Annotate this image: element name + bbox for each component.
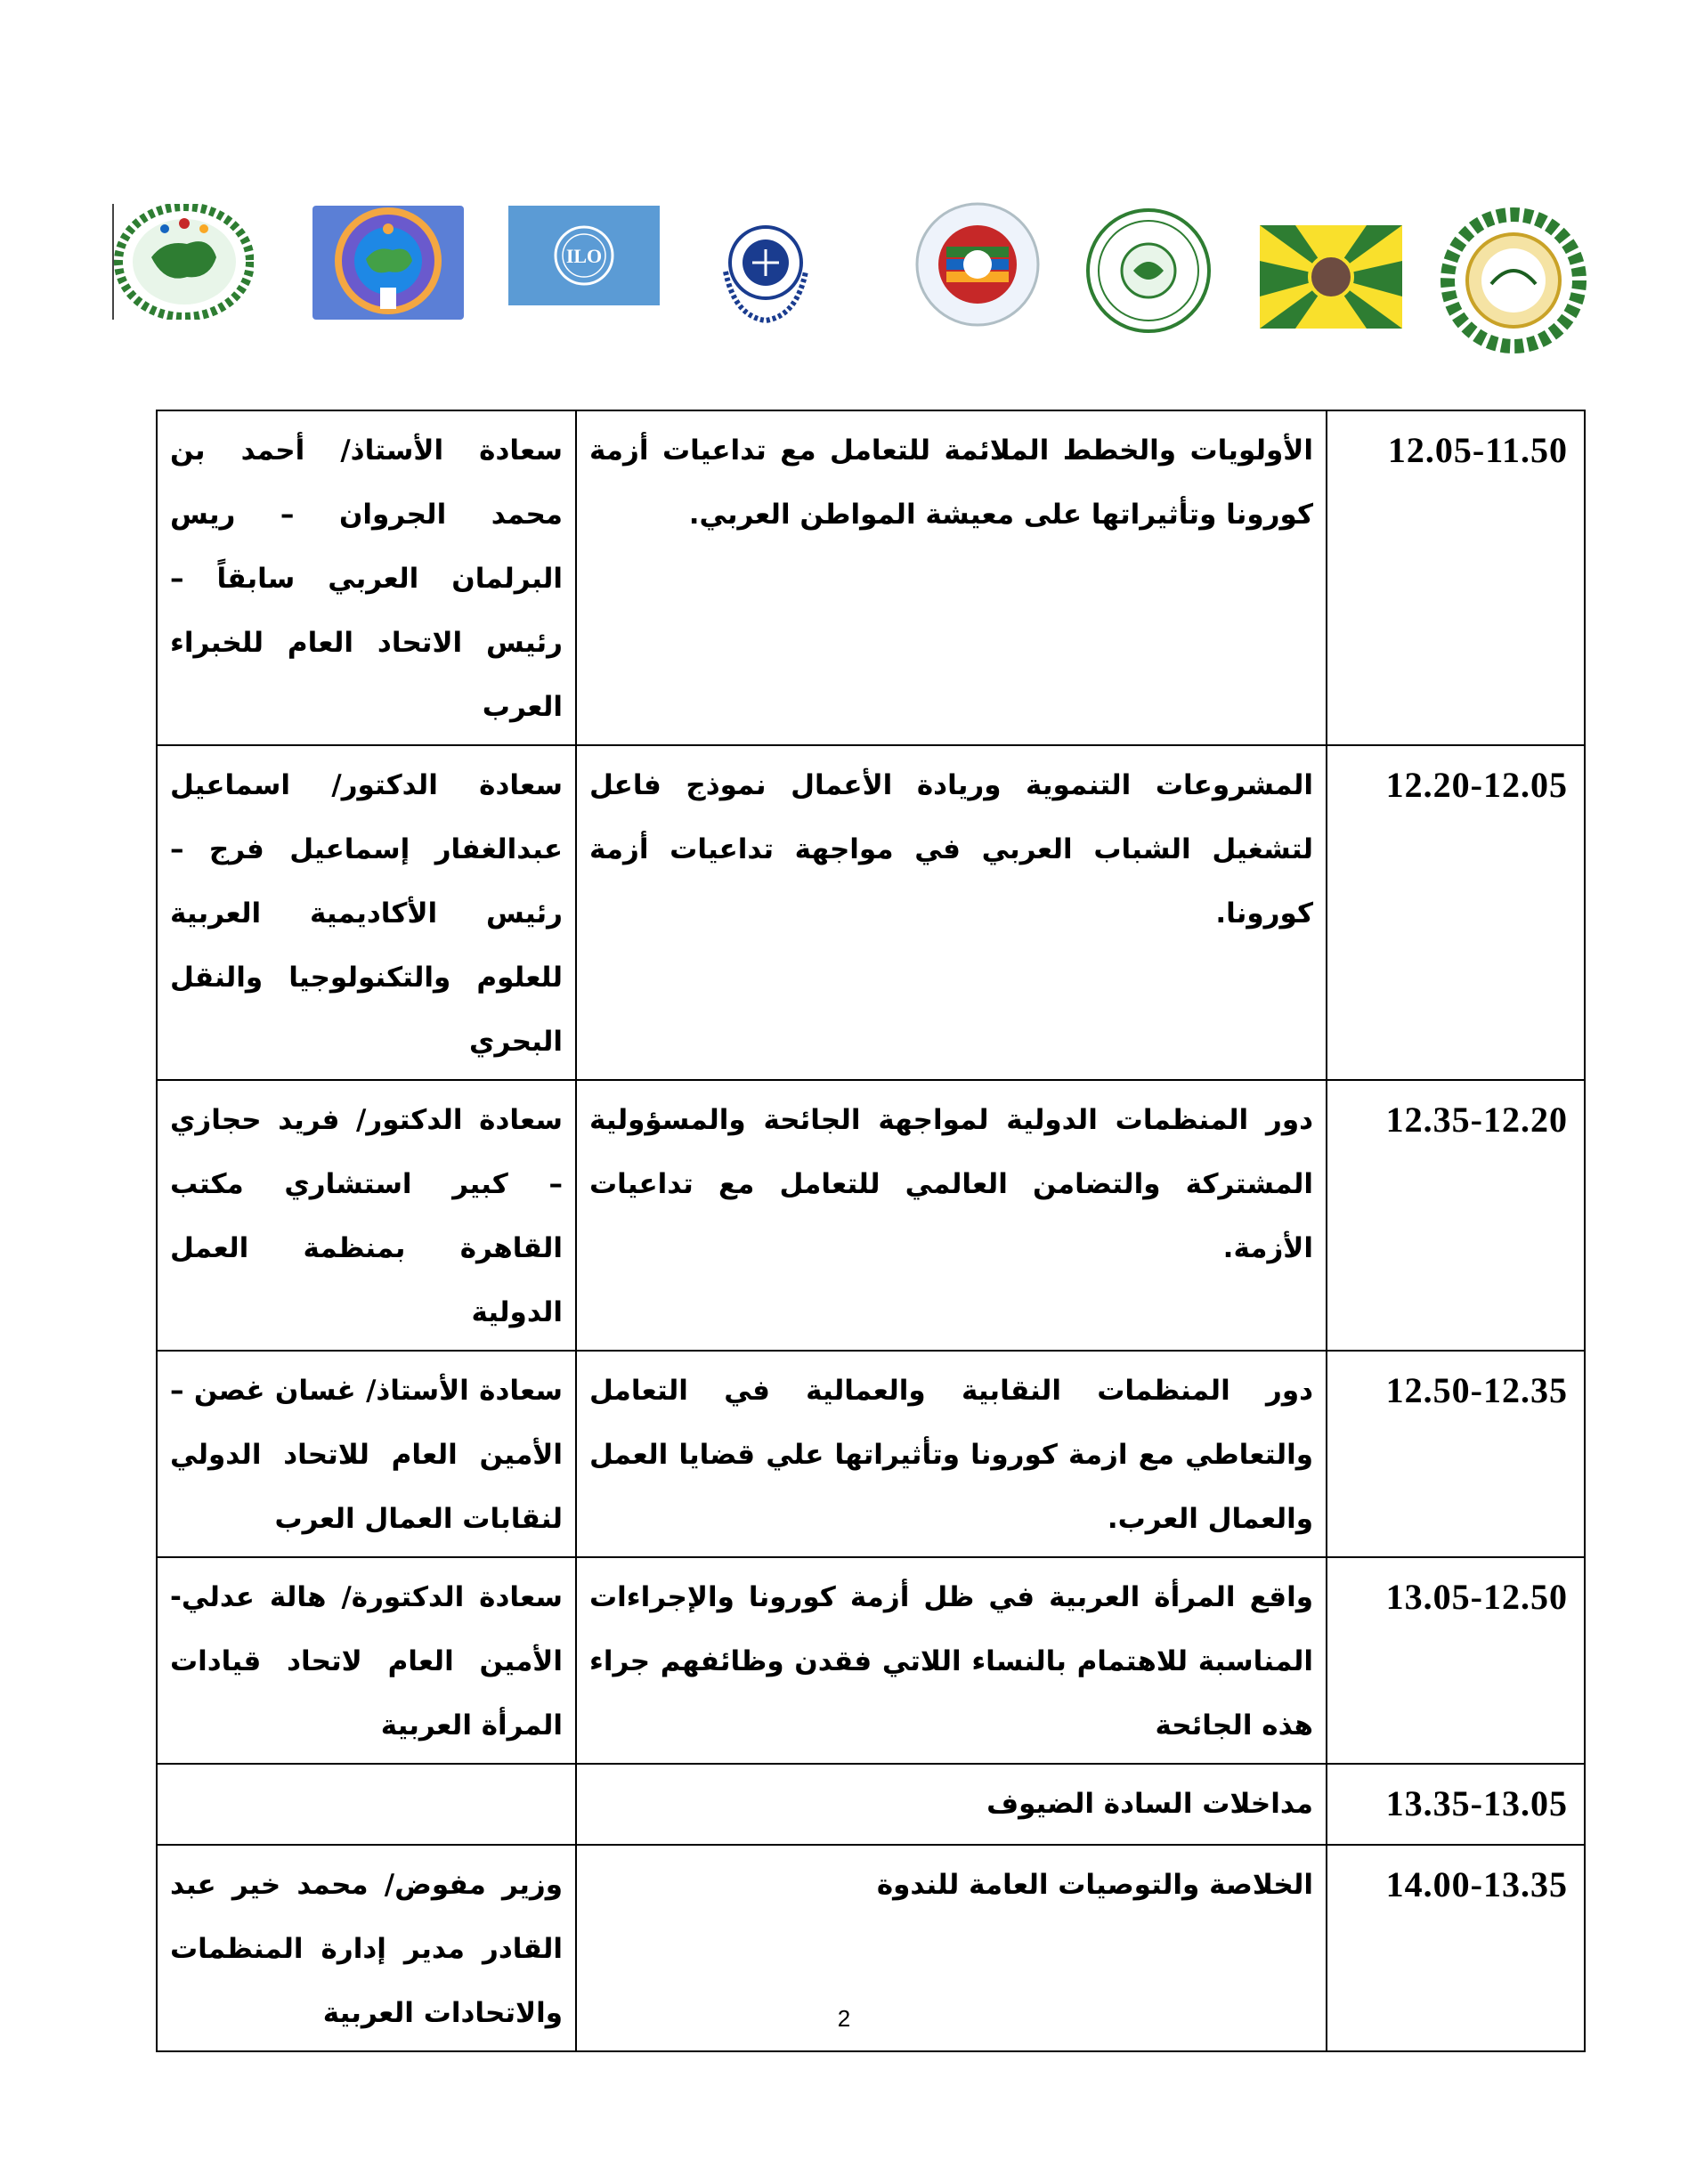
- agenda-row: [157, 410, 1585, 745]
- session-topic: واقع المرأة العربية في ظل أزمة كورونا والإجراءات المناسبة للاهتمام بالنساء اللاتي فقدن وظائفهم جراء هذه الجائحة: [576, 1557, 1327, 1764]
- session-time: 12.50-12.35: [1327, 1351, 1585, 1557]
- agenda-row: [157, 1351, 1585, 1557]
- session-time: 13.05-12.50: [1327, 1557, 1585, 1764]
- session-speaker: وزير مفوض/ محمد خير عبد القادر مدير إدارة المنظمات والاتحادات العربية: [157, 1845, 576, 2051]
- session-speaker: سعادة الدكتور/ فريد حجازي – كبير استشاري مكتب القاهرة بمنظمة العمل الدولية: [157, 1080, 576, 1351]
- session-time: 13.35-13.05: [1327, 1764, 1585, 1845]
- session-time: 12.05-11.50: [1327, 410, 1585, 745]
- agenda-row: [157, 745, 1585, 1080]
- session-speaker: سعادة الأستاذ/ غسان غصن – الأمين العام للاتحاد الدولي لنقابات العمال العرب: [157, 1351, 576, 1557]
- session-time: 12.20-12.05: [1327, 745, 1585, 1080]
- arab-league-logo: [1438, 204, 1589, 361]
- session-speaker: سعادة الدكتور/ اسماعيل عبدالغفار إسماعيل فرج – رئيس الأكاديمية العربية للعلوم والتكنولوجيا والنقل البحري: [157, 745, 576, 1080]
- session-topic: مداخلات السادة الضيوف: [576, 1764, 1327, 1845]
- arab-academy-logo: [708, 209, 824, 334]
- session-topic: دور المنظمات الدولية لمواجهة الجائحة والمسؤولية المشتركة والتضامن العالمي للتعامل مع تداعيات الأزمة.: [576, 1080, 1327, 1351]
- arab-organization-logo: [1082, 204, 1215, 337]
- page-number: 2: [837, 2005, 851, 2032]
- session-speaker: [157, 1764, 576, 1845]
- session-topic: الأولويات والخطط الملائمة للتعامل مع تداعيات أزمة كورونا وتأثيراتها على معيشة المواطن العربي.: [576, 410, 1327, 745]
- arab-labour-organization-logo: [1260, 225, 1402, 329]
- session-time: 12.35-12.20: [1327, 1080, 1585, 1351]
- session-time: 14.00-13.35: [1327, 1845, 1585, 2051]
- ilo-logo: [508, 206, 660, 305]
- svg-text:ILO: ILO: [565, 245, 603, 267]
- session-speaker: سعادة الدكتورة/ هالة عدلي- الأمين العام لاتحاد قيادات المرأة العربية: [157, 1557, 576, 1764]
- arab-labor-union-logo: [312, 206, 464, 320]
- arab-experts-union-logo: [911, 200, 1044, 332]
- agenda-row: [157, 1764, 1585, 1845]
- arab-women-organization-logo: [111, 204, 254, 320]
- agenda-row: [157, 1557, 1585, 1764]
- agenda-row: [157, 1080, 1585, 1351]
- session-speaker: سعادة الأستاذ/ أحمد بن محمد الجروان – ريس البرلمان العربي سابقاً – رئيس الاتحاد العام للخبراء العرب: [157, 410, 576, 745]
- logo-strip: [111, 200, 1580, 369]
- agenda-table: [156, 410, 1586, 2052]
- session-topic: المشروعات التنموية وريادة الأعمال نموذج فاعل لتشغيل الشباب العربي في مواجهة تداعيات أزمة كورونا.: [576, 745, 1327, 1080]
- session-topic: الخلاصة والتوصيات العامة للندوة: [576, 1845, 1327, 2051]
- session-topic: دور المنظمات النقابية والعمالية في التعامل والتعاطي مع ازمة كورونا وتأثيراتها علي قضايا العمل والعمال العرب.: [576, 1351, 1327, 1557]
